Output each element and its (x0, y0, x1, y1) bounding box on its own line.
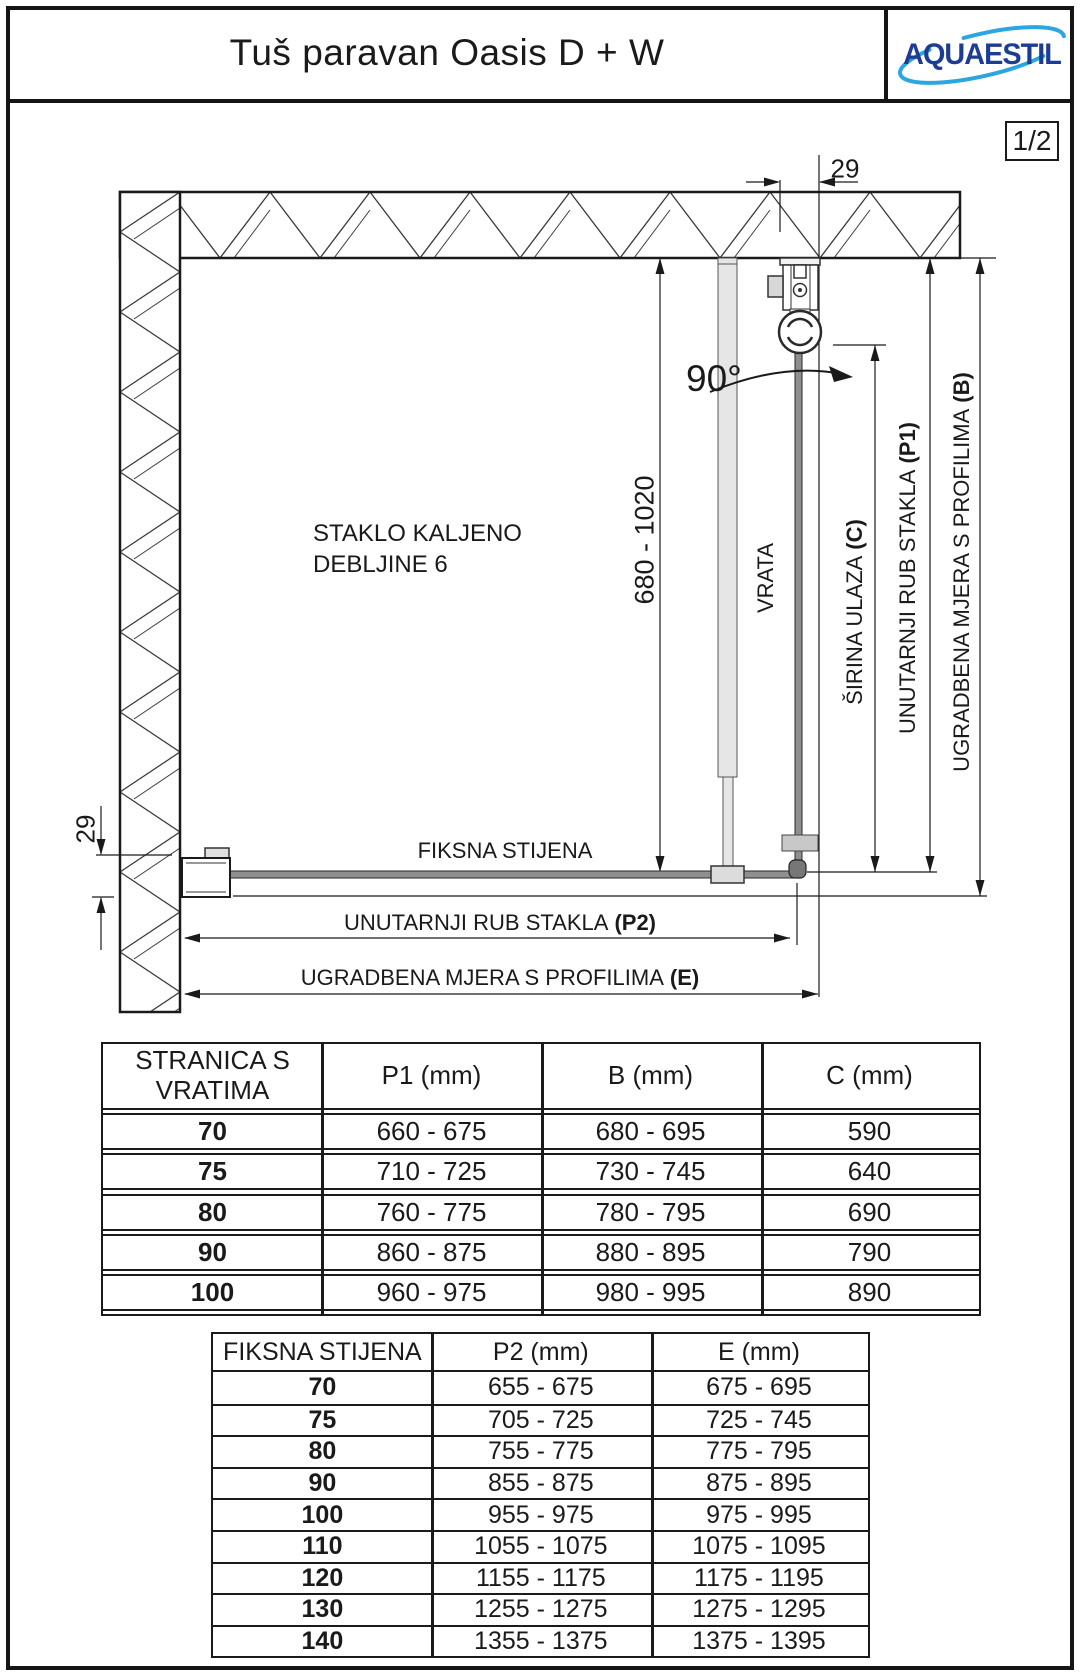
table-cell: 725 - 745 (706, 1405, 812, 1434)
table-cell: 880 - 895 (595, 1236, 706, 1267)
table-row (213, 1435, 868, 1467)
table-cell: 655 - 675 (488, 1373, 594, 1402)
table-row (213, 1625, 868, 1657)
page-title: Tuš paravan Oasis D + W (229, 32, 665, 73)
table-cell: 730 - 745 (595, 1156, 706, 1187)
table-row (213, 1404, 868, 1436)
table-cell: 955 - 975 (488, 1500, 594, 1529)
table-cell: 1275 - 1295 (692, 1595, 826, 1624)
header-cell: P2 (mm) (492, 1337, 589, 1366)
entry-width-label: ŠIRINA ULAZA(C) (842, 519, 867, 705)
table-cell: 1155 - 1175 (475, 1563, 606, 1592)
table-cell: 960 - 975 (376, 1276, 487, 1307)
table-cell: 130 (301, 1595, 344, 1624)
table-cell: 855 - 875 (488, 1469, 594, 1498)
table-cell: 120 (301, 1563, 344, 1592)
install-b-label: UGRADBENA MJERA S PROFILIMA(B) (949, 372, 974, 772)
inner-glass-p1-label: UNUTARNJI RUB STAKLA(P1) (895, 421, 920, 735)
table-cell: 875 - 895 (706, 1469, 812, 1498)
table-cell: 1175 - 1195 (694, 1563, 824, 1592)
table-cell: 755 - 775 (488, 1437, 594, 1466)
table-cell: 70 (198, 1116, 227, 1147)
table-header-row (213, 1334, 868, 1372)
glass-note: STAKLO KALJENO DEBLJINE 6 (313, 520, 522, 578)
table-cell: 80 (198, 1196, 227, 1227)
table-cell: 110 (302, 1532, 343, 1561)
table-cell: 1255 - 1275 (474, 1595, 608, 1624)
table-cell: 100 (301, 1500, 344, 1529)
header-cell: C (mm) (826, 1060, 913, 1091)
table-cell: 140 (301, 1627, 344, 1656)
table-cell: 590 (847, 1116, 892, 1147)
column-divider (321, 1044, 324, 1314)
table-cell: 90 (198, 1236, 227, 1267)
table-row (213, 1593, 868, 1625)
header-cell: B (mm) (607, 1060, 694, 1091)
table-cell: 705 - 725 (488, 1405, 594, 1434)
header-cell: E (mm) (717, 1337, 800, 1366)
dim-29-top: 29 (830, 153, 860, 184)
brand-logo (890, 10, 1074, 100)
fixed-panel-table (211, 1332, 870, 1658)
header-cell: FIKSNA STIJENA (223, 1337, 422, 1366)
table-cell: 75 (198, 1156, 227, 1187)
table-row (213, 1562, 868, 1594)
header-cell: STRANICA S VRATIMA (135, 1045, 290, 1105)
inner-glass-p2-label: UNUTARNJI RUB STAKLA (P2) (343, 910, 657, 935)
table-cell: 760 - 775 (376, 1196, 487, 1227)
table-cell: 980 - 995 (595, 1276, 706, 1307)
column-divider (541, 1044, 544, 1314)
column-divider (651, 1334, 654, 1656)
dim-29-left: 29 (70, 814, 101, 844)
logo-wordmark: AQUAESTIL (903, 38, 1061, 71)
table-cell: 780 - 795 (595, 1196, 706, 1227)
table-cell: 1055 - 1075 (474, 1532, 608, 1561)
table-cell: 710 - 725 (376, 1156, 487, 1187)
table-cell: 660 - 675 (376, 1116, 487, 1147)
table-cell: 690 (847, 1196, 892, 1227)
table-cell: 100 (190, 1276, 235, 1307)
door-label: VRATA (753, 542, 778, 614)
table-cell: 675 - 695 (706, 1373, 812, 1402)
page-number-badge: 1/2 (1005, 121, 1059, 161)
table-row (213, 1372, 868, 1404)
table-cell: 1075 - 1095 (692, 1532, 826, 1561)
table-cell: 80 (308, 1437, 337, 1466)
column-divider (761, 1044, 764, 1314)
header-logo-divider (884, 6, 888, 103)
install-e-label: UGRADBENA MJERA S PROFILIMA (E) (300, 965, 700, 990)
table-cell: 775 - 795 (706, 1437, 812, 1466)
table-cell: 1375 - 1395 (692, 1627, 826, 1656)
table-cell: 70 (308, 1373, 337, 1402)
table-cell: 90 (308, 1469, 337, 1498)
table-row (213, 1467, 868, 1499)
angle-label: 90° (686, 358, 742, 399)
table-cell: 890 (847, 1276, 892, 1307)
table-cell: 640 (847, 1156, 892, 1187)
table-cell: 680 - 695 (595, 1116, 706, 1147)
column-divider (431, 1334, 434, 1656)
table-row (213, 1530, 868, 1562)
door-side-table (101, 1042, 981, 1316)
table-cell: 75 (308, 1405, 337, 1434)
door-range-label: 680 - 1020 (629, 475, 660, 605)
table-cell: 975 - 995 (706, 1500, 812, 1529)
table-cell: 1355 - 1375 (474, 1627, 608, 1656)
table-cell: 860 - 875 (376, 1236, 487, 1267)
table-row (213, 1498, 868, 1530)
table-cell: 790 (847, 1236, 892, 1267)
header-cell: P1 (mm) (381, 1060, 482, 1091)
fixed-panel-label: FIKSNA STIJENA (417, 838, 593, 863)
